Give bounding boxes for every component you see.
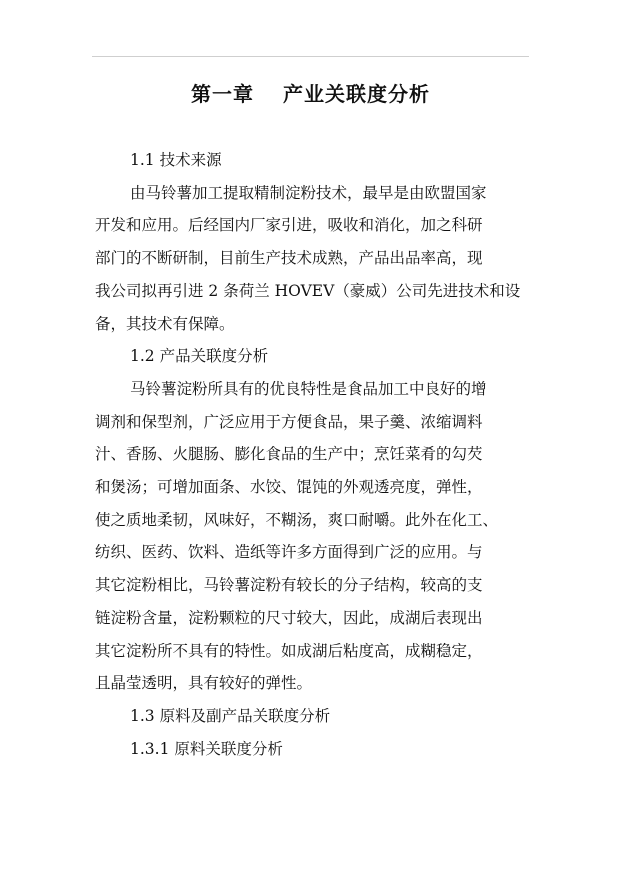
paragraph-line: 且晶莹透明，具有较好的弹性。 xyxy=(95,674,313,693)
paragraph-line: 和煲汤；可增加面条、水饺、馄饨的外观透亮度，弹性， xyxy=(95,478,483,497)
section-paragraph-1-2 xyxy=(95,373,527,700)
section-heading-1-2: 1.2 产品关联度分析 xyxy=(130,347,269,366)
paragraph-line: 我公司拟再引进 2 条荷兰 HOVEV（豪威）公司先进技术和设 xyxy=(95,281,521,300)
section-heading-1-3: 1.3 原料及副产品关联度分析 xyxy=(130,706,331,725)
document-body xyxy=(95,144,527,765)
paragraph-line: 汁、香肠、火腿肠、膨化食品的生产中；烹饪菜肴的勾芡 xyxy=(95,445,483,464)
section-paragraph-1-1 xyxy=(95,177,527,341)
paragraph-line: 部门的不断研制，目前生产技术成熟，产品出品率高，现 xyxy=(95,249,483,268)
section-heading-1-1: 1.1 技术来源 xyxy=(130,151,222,169)
paragraph-line: 纺织、医药、饮料、造纸等许多方面得到广泛的应用。与 xyxy=(95,543,483,562)
paragraph-line: 调剂和保型剂，广泛应用于方便食品，果子羹、浓缩调料 xyxy=(95,412,483,431)
paragraph-line: 开发和应用。后经国内厂家引进，吸收和消化，加之科研 xyxy=(95,216,483,235)
chapter-title: 第一章 产业关联度分析 xyxy=(191,82,430,106)
section-heading-1-3-1: 1.3.1 原料关联度分析 xyxy=(130,739,283,758)
paragraph-line: 由马铃薯加工提取精制淀粉技术，最早是由欧盟国家 xyxy=(130,183,487,202)
paragraph-line: 其它淀粉所不具有的特性。如成湖后粘度高，成糊稳定， xyxy=(95,641,483,660)
paragraph-line: 备，其技术有保障。 xyxy=(95,314,235,333)
paragraph-line: 链淀粉含量，淀粉颗粒的尺寸较大，因此，成湖后表现出 xyxy=(95,608,483,627)
paragraph-line: 其它淀粉相比，马铃薯淀粉有较长的分子结构，较高的支 xyxy=(95,576,483,595)
paragraph-line: 使之质地柔韧，风味好，不糊汤，爽口耐嚼。此外在化工、 xyxy=(95,510,499,529)
paragraph-line: 马铃薯淀粉所具有的优良特性是食品加工中良好的增 xyxy=(130,379,487,398)
header-rule xyxy=(92,56,529,57)
